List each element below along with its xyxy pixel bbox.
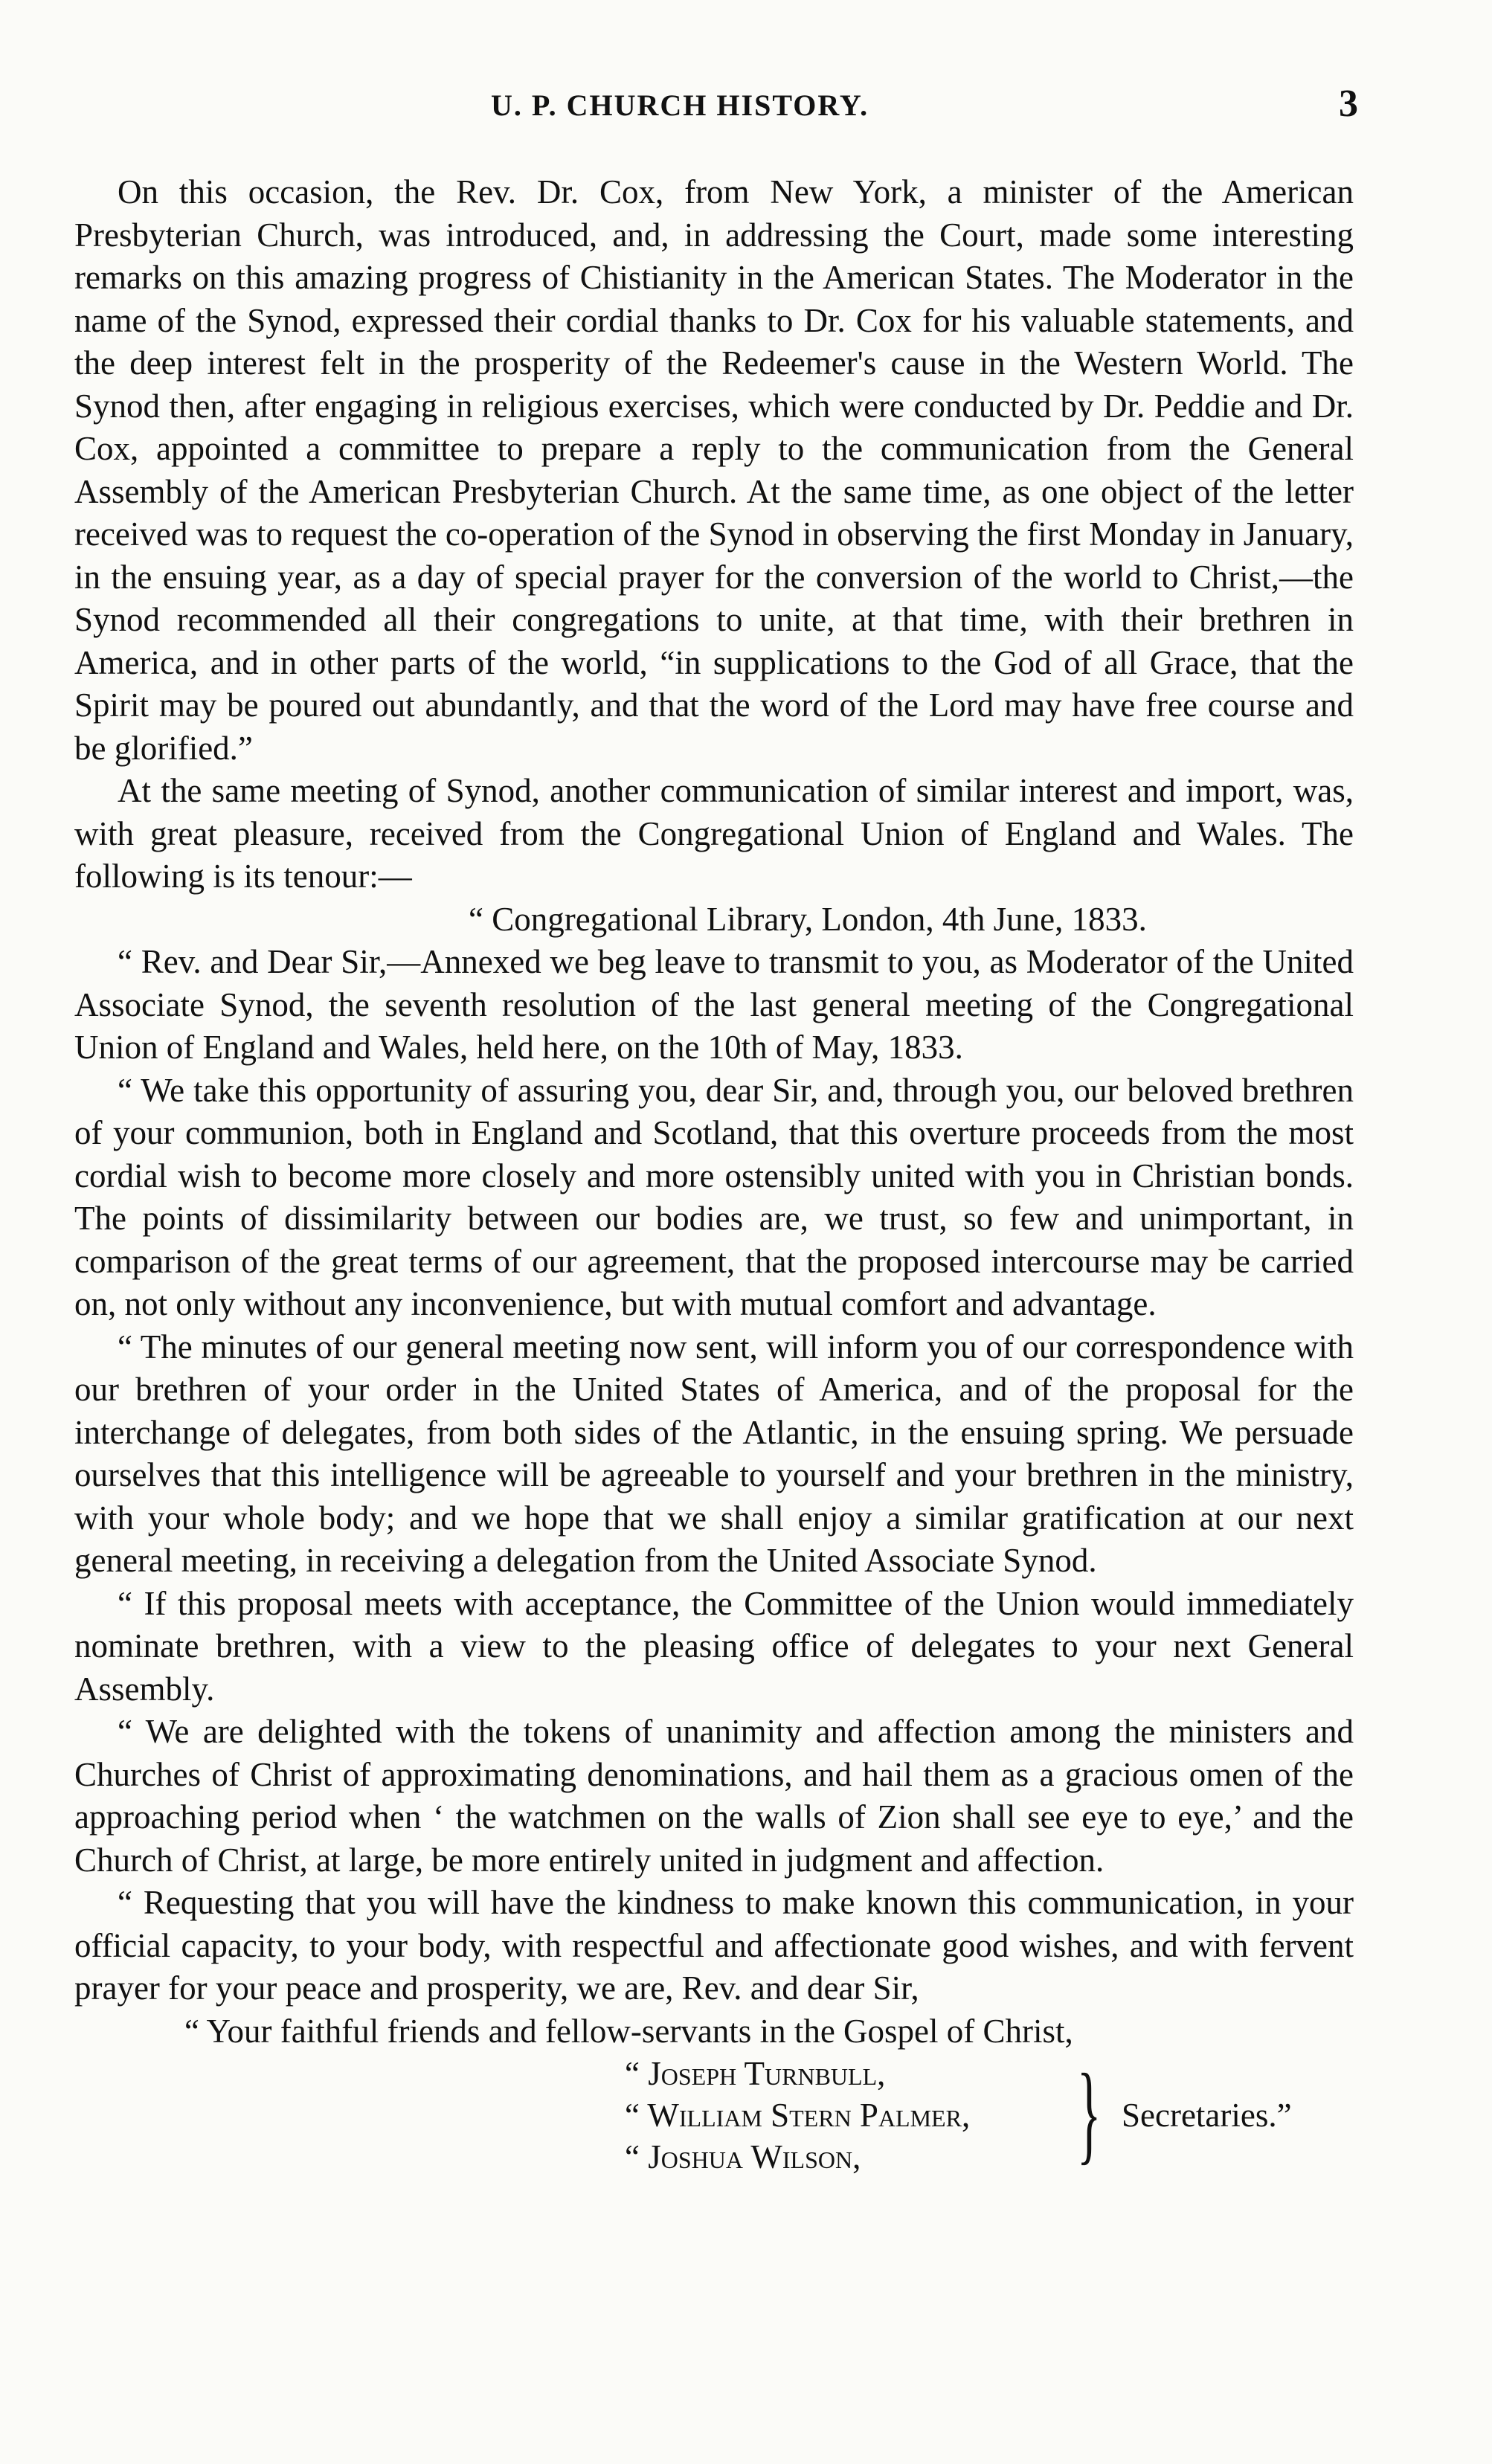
brace-glyph: } [1077, 2051, 1102, 2175]
page-number: 3 [1339, 83, 1358, 125]
body-text [74, 171, 1354, 2187]
signatory: “ Joseph Turnbull, [625, 2055, 886, 2092]
page-header [74, 83, 1358, 140]
letter-paragraph: “ We take this opportunity of assuring you, dear Sir, and, through you, our beloved brethren of your communion, both in England and Scotland, that this overture proceeds from the most cordial wish to become more closely and more ostensibly united with you in Christian bonds. The points of dissimilarity between our bodies are, we trust, so few and unimportant, in comparison of the great terms of our agreement, that the proposed intercourse may be carried on, not only without any inconvenience, but with mutual comfort and advantage. [74, 1071, 1354, 1322]
letter-paragraph: “ Requesting that you will have the kindness to make known this communication, in your official capacity, to your body, with respectful and affectionate good wishes, and with fervent prayer for your peace and prosperity, we are, Rev. and dear Sir, [74, 1884, 1354, 2007]
paragraph: At the same meeting of Synod, another communication of similar interest and import, was, with great pleasure, received from the Congregational Union of England and Wales. The following is its tenour:— [74, 772, 1354, 895]
signatory: “ Joshua Wilson, [625, 2138, 861, 2175]
letter-paragraph: “ If this proposal meets with acceptance, the Committee of the Union would immediately nominate brethren, with a view to the pleasing office of delegates to your next General Assembly. [74, 1584, 1354, 1708]
paragraph: On this occasion, the Rev. Dr. Cox, from New York, a minister of the American Presbyterian Church, was introduced, and, in addressing the Court, made some interesting remarks on this amazing progress of Chistianity in the American States. The Moderator in the name of the Synod, expressed their cordial thanks to Dr. Cox for his valuable statements, and the deep interest felt in the prosperity of the Redeemer's cause in the Western World. The Synod then, after engaging in religious exercises, which were conducted by Dr. Peddie and Dr. Cox, appointed a committee to prepare a reply to the communication from the General Assembly of the American Presbyterian Church. At the same time, as one object of the letter received was to request the co-operation of the Synod in observing the first Monday in January, in the ensuing year, as a day of special prayer for the conversion of the world to Christ,—the Synod recommended all their congregations to unite, at that time, with their brethren in America, and in other parts of the world, “in supplications to the God of all Grace, that the Spirit may be poured out abundantly, and that the word of the Lord may have free course and be glorified.” [74, 173, 1354, 767]
running-head: U. P. CHURCH HISTORY. [491, 89, 869, 122]
letter-paragraph: “ We are delighted with the tokens of unanimity and affection among the ministers and Churches of Christ of approximating denominations, and hail them as a gracious omen of the approaching period when ‘ the watchmen on the walls of Zion shall see eye to eye,’ and the Church of Christ, at large, be more entirely united in judgment and affection. [74, 1713, 1354, 1879]
signatories-role: Secretaries.” [1122, 2097, 1292, 2134]
letter-dateline: “ Congregational Library, London, 4th June, 1833. [469, 900, 1147, 938]
signature-block [625, 2053, 1354, 2187]
letter-paragraph: “ Rev. and Dear Sir,—Annexed we beg leave to transmit to you, as Moderator of the United Associate Synod, the seventh resolution of the last general meeting of the Congregational Union of England and Wales, held here, on the 10th of May, 1833. [74, 943, 1354, 1066]
letter-paragraph: “ The minutes of our general meeting now sent, will inform you of our correspondence with our brethren of your order in the United States of America, and of the proposal for the interchange of delegates, from both sides of the Atlantic, in the ensuing spring. We persuade ourselves that this intelligence will be agreeable to yourself and your brethren in the ministry, with your whole body; and we hope that we shall enjoy a similar gratification at our next general meeting, in receiving a delegation from the United Associate Synod. [74, 1328, 1354, 1579]
letter-closing: “ Your faithful friends and fellow-servants in the Gospel of Christ, [184, 2012, 1073, 2050]
signatory: “ William Stern Palmer, [625, 2097, 971, 2134]
